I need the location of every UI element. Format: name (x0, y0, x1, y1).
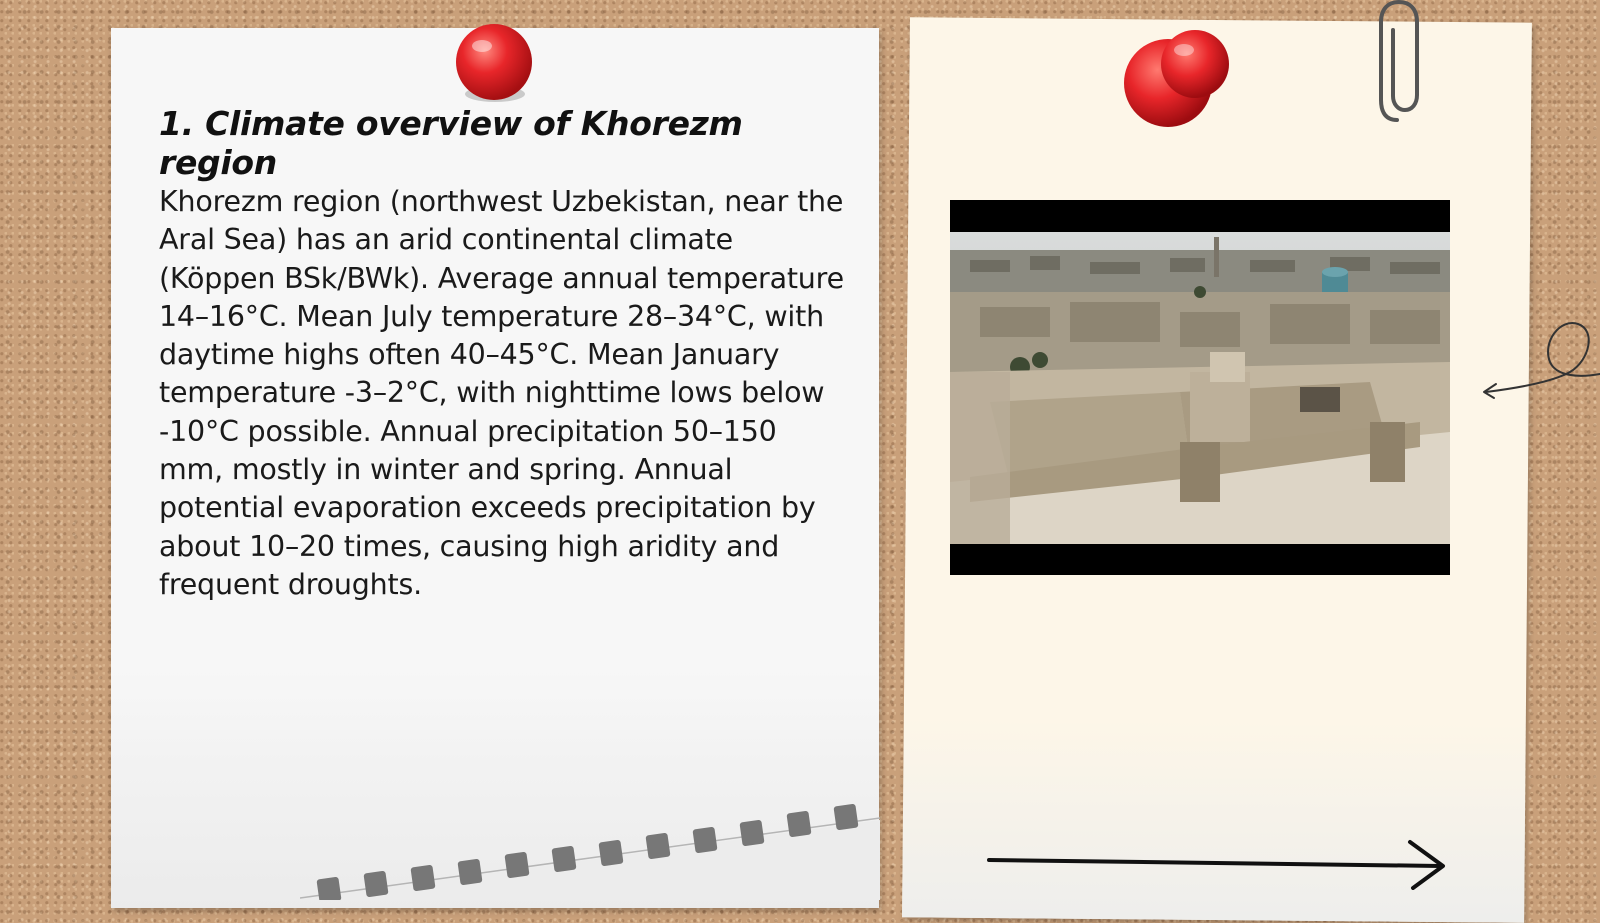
khiva-aerial-photo (950, 200, 1450, 575)
climate-description: Khorezm region (northwest Uzbekistan, near the Aral Sea) has an arid continental climate (Köppen BSk/BWk). Average annual temperature 14–16°C. Mean July temperature 28–34°C, with daytime highs often 40–45°C. Mean January temperature -3–2°C, with nighttime lows below -10°C possible. Annual precipitation 50–150 mm, mostly in winter and spring. Annual potential evaporation exceeds precipitation by about 10–20 times, causing high aridity and frequent droughts. (159, 185, 844, 601)
spiral-binding-decoration (300, 790, 880, 900)
paperclip-icon (1375, 0, 1425, 130)
city-image (950, 232, 1450, 544)
pushpin-icon (450, 18, 540, 108)
pushpin-icon (1120, 28, 1240, 138)
arrow-right-icon (985, 830, 1455, 890)
text-note-card (111, 28, 879, 908)
loop-arrow-icon (1478, 312, 1600, 412)
slide-heading: 1. Climate overview of Khorezm region (159, 104, 743, 182)
